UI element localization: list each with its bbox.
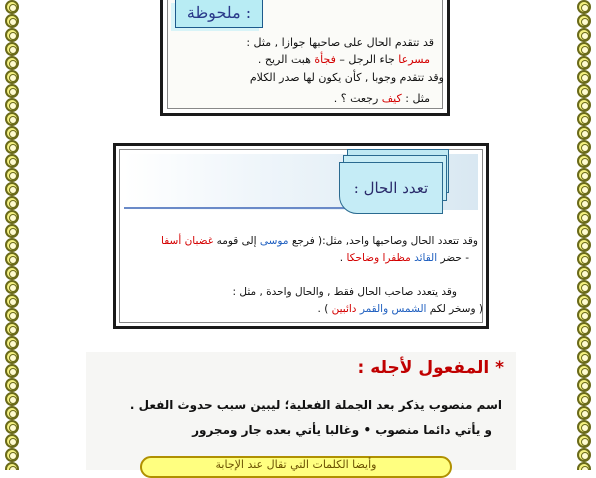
note-title: ملحوظة :: [186, 3, 252, 22]
ring-icon: [5, 238, 19, 252]
note-line-3: وقد تتقدم وجوبا , كأن يكون لها صدر الكلام: [249, 71, 444, 84]
word-musa: موسى: [259, 235, 289, 247]
ring-icon: [577, 182, 591, 196]
word-daibayn: دائبين: [331, 303, 360, 315]
ring-icon: [577, 224, 591, 238]
ring-icon: [5, 280, 19, 294]
ring-icon: [577, 140, 591, 154]
ring-icon: [5, 350, 19, 364]
ring-icon: [5, 252, 19, 266]
ring-icon: [5, 0, 19, 14]
ring-icon: [5, 322, 19, 336]
ring-icon: [5, 14, 19, 28]
ring-icon: [577, 336, 591, 350]
note-line-1: قد تتقدم الحال على صاحبها جوازا , مثل :: [246, 36, 434, 49]
ring-icon: [5, 420, 19, 434]
ring-icon: [5, 462, 19, 470]
ring-icon: [577, 84, 591, 98]
note-word-faj2a: فجأة: [314, 53, 336, 66]
ring-icon: [5, 224, 19, 238]
ring-icon: [577, 364, 591, 378]
ring-icon: [577, 28, 591, 42]
ring-icon: [577, 392, 591, 406]
ring-icon: [5, 448, 19, 462]
ring-icon: [577, 238, 591, 252]
ring-icon: [577, 42, 591, 56]
ring-icon: [577, 434, 591, 448]
note-word-kayfa: كيف: [381, 92, 402, 105]
note-line-4: مثل : كيف رجعت ؟ .: [333, 92, 430, 105]
ring-icon: [5, 56, 19, 70]
ring-icon: [577, 70, 591, 84]
maful-lajlih-heading: * المفعول لأجله :: [357, 358, 504, 378]
ring-icon: [577, 462, 591, 470]
ring-icon: [577, 420, 591, 434]
note-title-tab: [175, 0, 263, 28]
ring-icon: [577, 378, 591, 392]
word-ghadban-asifa: غضبان أسفا: [161, 235, 214, 247]
ring-icon: [5, 70, 19, 84]
ring-icon: [5, 210, 19, 224]
blue-rule: [124, 207, 356, 209]
ring-icon: [577, 168, 591, 182]
ring-icon: [577, 154, 591, 168]
ring-icon: [5, 336, 19, 350]
ring-icon: [5, 378, 19, 392]
ring-icon: [577, 294, 591, 308]
ring-icon: [577, 350, 591, 364]
ring-icon: [5, 308, 19, 322]
ring-icon: [5, 112, 19, 126]
maful-definition-line: اسم منصوب يذكر بعد الجملة الفعلية؛ ليبين سبب حدوث الفعل .: [129, 398, 502, 412]
ring-icon: [577, 98, 591, 112]
ring-icon: [5, 168, 19, 182]
ring-icon: [577, 126, 591, 140]
ring-icon: [5, 98, 19, 112]
ring-icon: [5, 294, 19, 308]
decorative-ring-border-right: [573, 0, 595, 470]
ring-icon: [577, 406, 591, 420]
banner-text: وأيضا الكلمات التي تقال عند الإجابة: [215, 458, 377, 471]
ring-icon: [577, 112, 591, 126]
multi-line-1: وقد تتعدد الحال وصاحبها واحد, مثل:( فرجع موسى إلى قومه غضبان أسفا: [161, 235, 478, 247]
ring-icon: [577, 322, 591, 336]
ring-icon: [5, 84, 19, 98]
ring-icon: [5, 406, 19, 420]
multi-line-3: وقد يتعدد صاحب الحال فقط , والحال واحدة , مثل :: [232, 286, 457, 298]
note-line-2: مسرعا جاء الرجل – فجأة هبت الريح .: [257, 53, 430, 66]
decorative-ring-border-left: [1, 0, 23, 470]
word-muzaffaran-wadahikan: مظفرا وضاحكا: [346, 252, 415, 264]
ring-icon: [577, 196, 591, 210]
word-shams-qamar: الشمس والقمر: [359, 303, 427, 315]
ring-icon: [577, 210, 591, 224]
word-alqaid: القائد: [414, 252, 438, 264]
ring-icon: [5, 154, 19, 168]
multi-hal-title-tab: [339, 162, 443, 214]
ring-icon: [5, 266, 19, 280]
ring-icon: [577, 0, 591, 14]
ring-icon: [5, 28, 19, 42]
ring-icon: [577, 252, 591, 266]
multi-line-4: ( وسخر لكم الشمس والقمر دائبين ) .: [317, 303, 483, 315]
ring-icon: [5, 140, 19, 154]
ring-icon: [577, 448, 591, 462]
ring-icon: [5, 182, 19, 196]
ring-icon: [577, 56, 591, 70]
ring-icon: [5, 126, 19, 140]
ring-icon: [5, 364, 19, 378]
ring-icon: [5, 392, 19, 406]
maful-note-line: و يأتي دائما منصوب • وغالبا يأتي بعده جار ومجرور: [192, 423, 492, 437]
ring-icon: [5, 434, 19, 448]
multi-hal-title: تعدد الحال :: [353, 179, 429, 197]
ring-icon: [5, 42, 19, 56]
ring-icon: [577, 266, 591, 280]
ring-icon: [5, 196, 19, 210]
ring-icon: [577, 308, 591, 322]
ring-icon: [577, 280, 591, 294]
multi-line-2: - حضر القائد مظفرا وضاحكا .: [339, 252, 469, 264]
yellow-scroll-banner: [140, 456, 452, 478]
ring-icon: [577, 14, 591, 28]
note-word-musri3an: مسرعا: [398, 53, 430, 66]
